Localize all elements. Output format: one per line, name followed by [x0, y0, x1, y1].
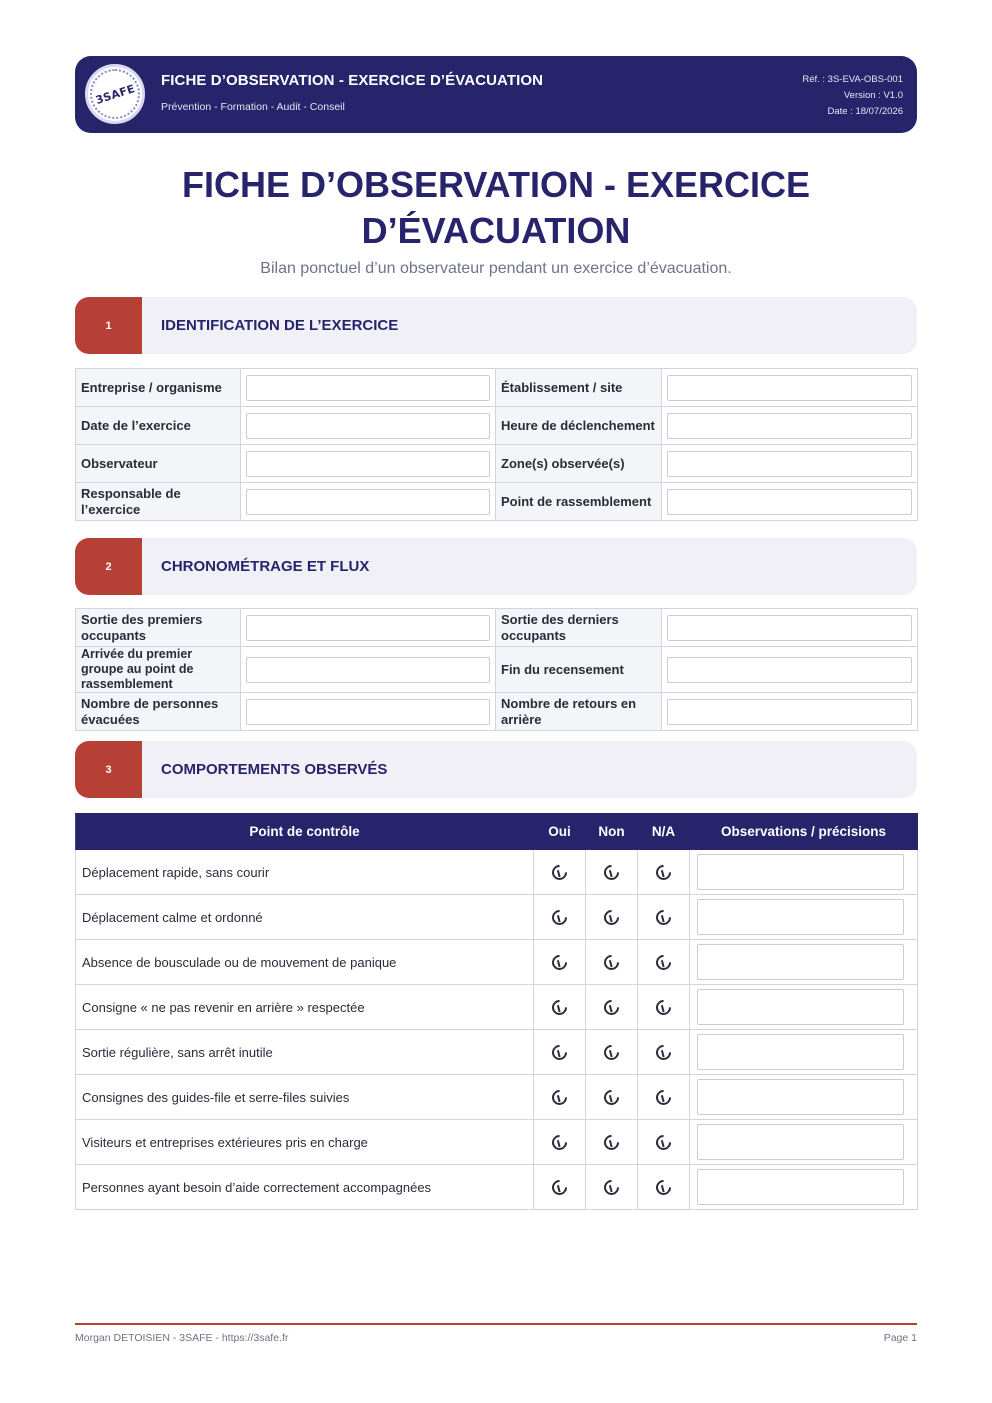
observation-input[interactable] — [697, 854, 904, 890]
observation-input[interactable] — [697, 899, 904, 935]
page-title — [75, 162, 917, 254]
no-radio[interactable] — [601, 862, 622, 883]
field-label: Point de rassemblement — [496, 483, 662, 521]
section-number: 3 — [75, 741, 142, 798]
field-row — [76, 647, 918, 693]
backtrack-count-input[interactable] — [667, 699, 912, 725]
yes-radio[interactable] — [549, 862, 570, 883]
field-label: Zone(s) observée(s) — [496, 445, 662, 483]
column-header-na: N/A — [638, 814, 690, 850]
section-header-timing — [75, 538, 917, 595]
field-label: Observateur — [76, 445, 241, 483]
no-radio[interactable] — [601, 1177, 622, 1198]
na-radio[interactable] — [653, 1177, 674, 1198]
field-label: Entreprise / organisme — [76, 369, 241, 407]
header-banner — [75, 56, 917, 133]
section-header-identification — [75, 297, 917, 354]
table-row — [76, 1075, 918, 1120]
no-radio[interactable] — [601, 907, 622, 928]
first-exit-input[interactable] — [246, 615, 490, 641]
page-title-line-2: D’ÉVACUATION — [361, 210, 631, 251]
logo-seal — [90, 69, 140, 119]
observation-input[interactable] — [697, 1034, 904, 1070]
observation-input[interactable] — [697, 989, 904, 1025]
field-row — [76, 483, 918, 521]
page-subtitle: Bilan ponctuel d’un observateur pendant un exercice d’évacuation. — [260, 260, 732, 277]
table-header-row — [76, 814, 918, 850]
section-title: CHRONOMÉTRAGE ET FLUX — [161, 558, 370, 575]
exercise-manager-input[interactable] — [246, 489, 490, 515]
checkpoint-label: Déplacement rapide, sans courir — [76, 850, 534, 895]
no-radio[interactable] — [601, 952, 622, 973]
observation-input[interactable] — [697, 1079, 904, 1115]
observation-input[interactable] — [697, 1124, 904, 1160]
yes-radio[interactable] — [549, 952, 570, 973]
column-header-checkpoint: Point de contrôle — [76, 814, 534, 850]
column-header-no: Non — [586, 814, 638, 850]
trigger-time-input[interactable] — [667, 413, 912, 439]
yes-radio[interactable] — [549, 907, 570, 928]
timing-fields — [75, 608, 918, 731]
na-radio[interactable] — [653, 907, 674, 928]
banner-subtitle: Prévention - Formation - Audit - Conseil — [161, 101, 345, 113]
footer-divider — [75, 1323, 917, 1325]
na-radio[interactable] — [653, 997, 674, 1018]
field-label: Fin du recensement — [496, 647, 662, 693]
census-end-input[interactable] — [667, 657, 912, 683]
yes-radio[interactable] — [549, 1087, 570, 1108]
field-label: Heure de déclenchement — [496, 407, 662, 445]
column-header-observations: Observations / précisions — [690, 814, 918, 850]
checkpoint-label: Visiteurs et entreprises extérieures pris en charge — [76, 1120, 534, 1165]
table-row — [76, 895, 918, 940]
section-header-behaviours — [75, 741, 917, 798]
site-input[interactable] — [667, 375, 912, 401]
table-row — [76, 940, 918, 985]
field-label: Responsable de l’exercice — [76, 483, 241, 521]
field-row — [76, 693, 918, 731]
yes-radio[interactable] — [549, 997, 570, 1018]
no-radio[interactable] — [601, 1042, 622, 1063]
section-title: COMPORTEMENTS OBSERVÉS — [161, 761, 388, 778]
observation-input[interactable] — [697, 1169, 904, 1205]
field-label: Arrivée du premier groupe au point de rassemblement — [76, 647, 241, 693]
no-radio[interactable] — [601, 1132, 622, 1153]
exercise-date-input[interactable] — [246, 413, 490, 439]
na-radio[interactable] — [653, 862, 674, 883]
table-row — [76, 850, 918, 895]
assembly-point-input[interactable] — [667, 489, 912, 515]
banner-title: FICHE D’OBSERVATION - EXERCICE D’ÉVACUATION — [161, 72, 544, 89]
yes-radio[interactable] — [549, 1177, 570, 1198]
field-label: Nombre de personnes évacuées — [76, 693, 241, 731]
field-row — [76, 609, 918, 647]
field-row — [76, 445, 918, 483]
footer-author: Morgan DETOISIEN - 3SAFE - https://3safe.fr — [75, 1332, 289, 1344]
table-row — [76, 985, 918, 1030]
table-row — [76, 1120, 918, 1165]
field-label: Sortie des derniers occupants — [496, 609, 662, 647]
checkpoint-label: Consigne « ne pas revenir en arrière » respectée — [76, 985, 534, 1030]
checkpoint-label: Sortie régulière, sans arrêt inutile — [76, 1030, 534, 1075]
column-header-yes: Oui — [534, 814, 586, 850]
yes-radio[interactable] — [549, 1042, 570, 1063]
no-radio[interactable] — [601, 1087, 622, 1108]
checkpoint-label: Personnes ayant besoin d’aide correctement accompagnées — [76, 1165, 534, 1210]
table-row — [76, 1165, 918, 1210]
section-number: 1 — [75, 297, 142, 354]
observer-input[interactable] — [246, 451, 490, 477]
observation-input[interactable] — [697, 944, 904, 980]
field-label: Sortie des premiers occupants — [76, 609, 241, 647]
behaviour-checklist-table — [75, 813, 918, 1210]
checkpoint-label: Absence de bousculade ou de mouvement de panique — [76, 940, 534, 985]
no-radio[interactable] — [601, 997, 622, 1018]
section-number: 2 — [75, 538, 142, 595]
evacuated-count-input[interactable] — [246, 699, 490, 725]
na-radio[interactable] — [653, 1087, 674, 1108]
company-logo — [85, 64, 145, 124]
document-version: Version : V1.0 — [843, 90, 903, 101]
document-meta — [802, 72, 903, 120]
document-date: Date : 18/07/2026 — [827, 106, 903, 117]
identification-fields — [75, 368, 918, 521]
field-row — [76, 369, 918, 407]
checkpoint-label: Déplacement calme et ordonné — [76, 895, 534, 940]
last-exit-input[interactable] — [667, 615, 912, 641]
field-label: Date de l’exercice — [76, 407, 241, 445]
section-title: IDENTIFICATION DE L’EXERCICE — [161, 317, 399, 334]
logo-text: 3SAFE — [93, 81, 137, 107]
first-group-arrival-input[interactable] — [246, 657, 490, 683]
company-input[interactable] — [246, 375, 490, 401]
field-label: Nombre de retours en arrière — [496, 693, 662, 731]
na-radio[interactable] — [653, 1132, 674, 1153]
document-reference: Réf. : 3S-EVA-OBS-001 — [802, 74, 903, 85]
observed-zones-input[interactable] — [667, 451, 912, 477]
na-radio[interactable] — [653, 952, 674, 973]
page-title-line-1: FICHE D’OBSERVATION - EXERCICE — [181, 164, 811, 205]
field-row — [76, 407, 918, 445]
field-label: Établissement / site — [496, 369, 662, 407]
table-row — [76, 1030, 918, 1075]
page-number: Page 1 — [883, 1332, 917, 1344]
yes-radio[interactable] — [549, 1132, 570, 1153]
na-radio[interactable] — [653, 1042, 674, 1063]
checkpoint-label: Consignes des guides-file et serre-files suivies — [76, 1075, 534, 1120]
